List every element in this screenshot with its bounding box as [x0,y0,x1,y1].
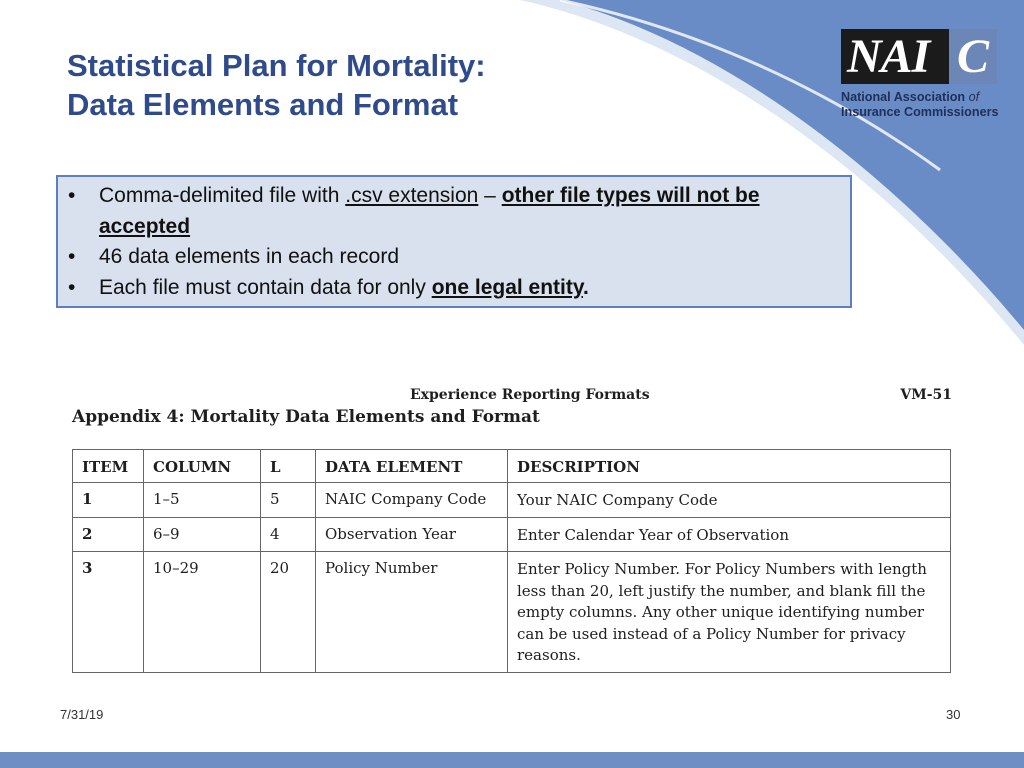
bullet-box [56,175,852,308]
bullet-list [58,177,850,303]
table-cell: 5 [261,483,316,518]
bullet-item-csv [99,181,830,242]
appendix-title: Appendix 4: Mortality Data Elements and Format [72,407,540,427]
bullet1-dash: – [478,184,502,207]
slide-date: 7/31/19 [60,707,104,722]
slide-title [67,46,486,124]
bullet-item-entity [99,273,830,304]
bullet-item-elements: • 46 data elements in each record [99,242,830,273]
bottom-bar [0,752,1024,768]
document-excerpt [70,385,952,675]
table-cell: 20 [261,552,316,673]
bullet1-text: Comma-delimited file with [99,184,346,207]
bullet3-emphasis: one legal entity [431,275,583,299]
table-header-row [73,450,951,483]
logo-subtitle-line1 [841,90,997,105]
table-cell: Policy Number [316,552,508,673]
doc-header: Experience Reporting Formats [410,387,650,403]
table-cell: 6–9 [144,517,261,552]
data-elements-table [72,449,951,673]
naic-logo-mark [841,29,997,84]
table-cell: 1 [73,483,144,518]
column-header: ITEM [73,450,144,483]
bullet3-text: Each file must contain data for only [99,275,432,299]
slide-page-number: 30 [946,707,961,722]
table-cell: 4 [261,517,316,552]
logo-c-letter: C [949,29,997,84]
column-header: COLUMN [144,450,261,483]
logo-subtitle-line2: Insurance Commissioners [841,105,999,119]
table-row [73,517,951,552]
table-cell: 3 [73,552,144,673]
logo-subtitle [841,90,997,120]
table-row [73,483,951,518]
table-row [73,552,951,673]
table-cell: 10–29 [144,552,261,673]
doc-section-code: VM-51 [900,387,952,403]
logo-naic-letters: NAI [841,29,949,84]
table-cell: Enter Policy Number. For Policy Numbers with length less than 20, left justify the number, and blank fill the empty columns. Any other unique identifying number can be used instead of a Policy Number for privacy reasons. [508,552,951,673]
table-cell: 2 [73,517,144,552]
column-header: L [261,450,316,483]
slide-title-line1: Statistical Plan for Mortality: [67,48,486,83]
logo-line1-italic: of [968,90,980,104]
csv-extension-text: .csv extension [345,184,479,207]
naic-logo [841,29,997,120]
column-header: DATA ELEMENT [316,450,508,483]
bullet3-end: . [583,275,589,299]
table-cell: Enter Calendar Year of Observation [508,517,951,552]
table-cell: Observation Year [316,517,508,552]
slide-title-line2: Data Elements and Format [67,87,459,122]
table-cell: Your NAIC Company Code [508,483,951,518]
bullet1-emphasis: other file types will not be accepted [99,184,760,238]
logo-line1-prefix: National Association [841,90,969,104]
table-cell: NAIC Company Code [316,483,508,518]
table-cell: 1–5 [144,483,261,518]
column-header: DESCRIPTION [508,450,951,483]
